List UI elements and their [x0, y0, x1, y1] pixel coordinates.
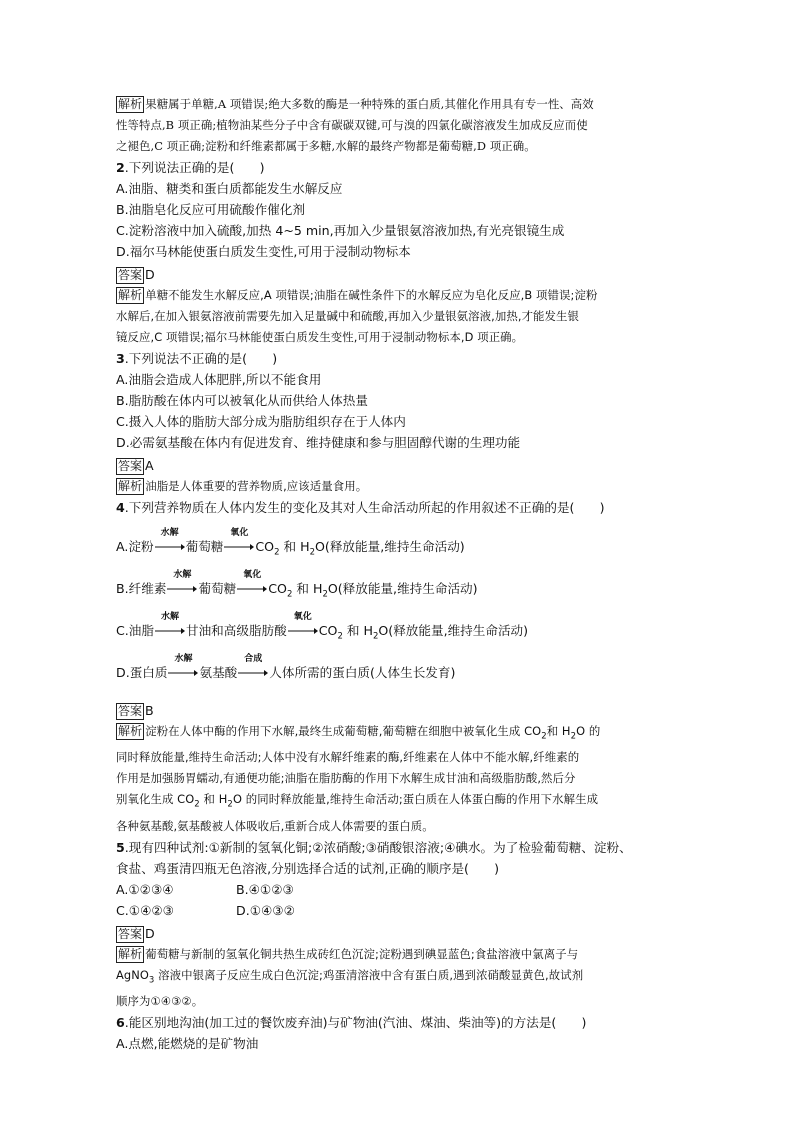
answer-row: [116, 264, 680, 285]
option-text: 和 H: [292, 581, 323, 596]
option-text: 甘油和高级脂肪酸: [185, 623, 287, 638]
analysis-tag: 解析: [118, 724, 143, 738]
option-text: 葡萄糖: [185, 539, 224, 554]
analysis-line: 之褪色,C 项正确;淀粉和纤维素都属于多糖,水解的最终产物都是葡萄糖,D 项正确。: [116, 139, 536, 153]
question-5: [116, 837, 680, 1012]
analysis-text: 别氧化生成 CO: [116, 792, 195, 807]
option-text: 和 H: [342, 623, 373, 638]
question-6: [116, 1012, 680, 1054]
option-c: C.①④②③: [116, 902, 174, 918]
answer-tag: 答案: [118, 459, 143, 473]
answer-value: A: [145, 458, 154, 473]
answer-tag: 答案: [118, 704, 143, 718]
option-b: B.④①②③: [236, 881, 294, 897]
subscript: 2: [570, 731, 577, 742]
option-text: 和 H: [279, 539, 310, 554]
arrow-label: 氧化: [293, 612, 312, 622]
subscript: 2: [322, 589, 328, 600]
option-a: A.油脂会造成人体肥胖,所以不能食用: [116, 372, 322, 387]
oxidation-arrow: [288, 612, 318, 635]
option-b: B.脂肪酸在体内可以被氧化从而供给人体热量: [116, 393, 368, 408]
hydrolysis-arrow: [167, 570, 197, 593]
oxidation-arrow: [224, 528, 254, 551]
option-a: A.点燃,能燃烧的是矿物油: [116, 1035, 259, 1051]
analysis-text: 和 H: [199, 792, 228, 807]
analysis-tag: 解析: [118, 946, 143, 961]
analysis-line: [116, 789, 680, 815]
option-text: B.纤维素: [116, 581, 167, 596]
question-number: 2: [116, 160, 125, 175]
arrow-icon: [238, 669, 268, 677]
answer-value: D: [145, 267, 155, 282]
option-a: [116, 528, 680, 560]
oxidation-arrow: [237, 570, 267, 593]
option-text: 葡萄糖: [198, 581, 237, 596]
analysis: [116, 944, 680, 1012]
arrow-label: 水解: [160, 528, 179, 538]
option-c: [116, 612, 680, 644]
analysis-text: AgNO: [116, 967, 149, 982]
analysis-line: 镜反应,C 项错误;福尔马林能使蛋白质发生变性,可用于浸制动物标本,D 项正确。: [116, 330, 524, 344]
option-d: D.①④③②: [236, 902, 295, 918]
analysis-text: 淀粉在人体中酶的作用下水解,最终生成葡萄糖,葡萄糖在细胞中被氧化生成 CO: [145, 724, 542, 738]
question-stem: .能区别地沟油(加工过的餐饮废弃油)与矿物油(汽油、煤油、柴油等)的方法是( ): [124, 1014, 587, 1030]
question-number: 6: [116, 1014, 125, 1030]
question-stem: .下列说法不正确的是( ): [124, 351, 278, 366]
subscript: 2: [372, 631, 379, 642]
option-c: C.淀粉溶液中加入硫酸,加热 4~5 min,再加入少量银氨溶液加热,有光亮银镜生成: [116, 223, 565, 238]
analysis-line: [116, 768, 680, 789]
question-number: 4: [116, 500, 125, 515]
option-d: [116, 654, 680, 686]
analysis-line: [116, 944, 680, 965]
arrow-label: 氧化: [230, 528, 249, 538]
analysis: [116, 285, 680, 348]
question-number: 5: [116, 839, 125, 855]
analysis-line: [116, 747, 680, 768]
answer-tag: 答案: [118, 926, 143, 941]
answer-value: D: [145, 925, 155, 941]
analysis-line: 单糖不能发生水解反应,A 项错误;油脂在碱性条件下的水解反应为皂化反应,B 项错误;淀粉: [145, 288, 598, 302]
arrow-icon: [288, 627, 318, 635]
hydrolysis-arrow: [155, 612, 185, 635]
arrow-label: 氧化: [243, 570, 262, 580]
subscript: 2: [541, 731, 547, 742]
option-text: CO: [268, 581, 287, 596]
options-row: [116, 879, 680, 900]
option-text: C.油脂: [116, 623, 154, 638]
analysis-text: 同时释放能量,维持生命活动;人体中没有水解纤维素的酶,纤维素在人体中不能水解,纤维素的: [116, 750, 580, 765]
subscript: 2: [227, 799, 233, 810]
arrow-label: 水解: [173, 570, 192, 580]
hydrolysis-arrow: [155, 528, 185, 551]
question-stem: 食盐、鸡蛋清四瓶无色溶液,分别选择合适的试剂,正确的顺序是( ): [116, 860, 500, 876]
option-text: O(释放能量,维持生命活动): [315, 539, 465, 554]
options-row: [116, 900, 680, 921]
subscript: 2: [274, 547, 280, 558]
analysis-line: [116, 816, 680, 837]
synthesis-arrow: [238, 654, 268, 677]
analysis-line: 油脂是人体重要的营养物质,应该适量食用。: [145, 479, 368, 493]
analysis-text: 溶液中银离子反应生成白色沉淀;鸡蛋清溶液中含有蛋白质,遇到浓硝酸显黄色,故试剂: [154, 967, 584, 982]
analysis-line: [116, 721, 680, 747]
question-2: [116, 157, 680, 348]
option-d: D.福尔马林能使蛋白质发生变性,可用于浸制动物标本: [116, 244, 411, 259]
arrow-icon: [155, 543, 185, 551]
analysis-line: 性等特点,B 项正确;植物油某些分子中含有碳碳双键,可与溴的四氯化碳溶液发生加成反应而使: [116, 118, 588, 132]
option-text: D.蛋白质: [116, 665, 168, 680]
option-text: O(释放能量,维持生命活动): [378, 623, 529, 638]
question-stem: .下列说法正确的是( ): [124, 160, 265, 175]
q1-analysis: [116, 94, 680, 157]
arrow-icon: [224, 543, 254, 551]
question-stem: .下列营养物质在人体内发生的变化及其对人生命活动所起的作用叙述不正确的是( ): [124, 500, 605, 515]
option-text: O(释放能量,维持生命活动): [327, 581, 478, 596]
arrow-icon: [155, 627, 185, 635]
arrow-label: 水解: [160, 612, 179, 622]
subscript: 2: [337, 631, 343, 642]
answer-row: [116, 700, 680, 721]
document-body: [116, 94, 680, 1054]
question-number: 3: [116, 351, 125, 366]
arrow-icon: [168, 669, 198, 677]
answer-tag: 答案: [118, 268, 143, 282]
option-a: A.油脂、糖类和蛋白质都能发生水解反应: [116, 181, 343, 196]
analysis-text: O 的同时释放能量,维持生命活动;蛋白质在人体蛋白酶的作用下水解生成: [232, 792, 599, 807]
analysis-line: 果糖属于单糖,A 项错误;绝大多数的酶是一种特殊的蛋白质,其催化作用具有专一性、高效: [145, 97, 594, 111]
analysis-text: 各种氨基酸,氨基酸被人体吸收后,重新合成人体需要的蛋白质。: [116, 818, 434, 833]
option-d: D.必需氨基酸在体内有促进发育、维持健康和参与胆固醇代谢的生理功能: [116, 435, 521, 450]
subscript: 3: [148, 974, 155, 985]
analysis-text: 作用是加强肠胃蠕动,有通便功能;油脂在脂肪酶的作用下水解生成甘油和高级脂肪酸,然后分: [116, 771, 576, 786]
option-text: 氨基酸: [199, 665, 238, 680]
analysis-tag: 解析: [118, 479, 143, 493]
analysis: [116, 476, 680, 497]
option-c: C.摄入人体的脂肪大部分成为脂肪组织存在于人体内: [116, 414, 406, 429]
answer-row: [116, 455, 680, 476]
analysis-text: 和 H: [546, 724, 571, 738]
analysis-text: 葡萄糖与新制的氢氧化铜共热生成砖红色沉淀;淀粉遇到碘显蓝色;食盐溶液中氯离子与: [145, 946, 579, 961]
question-4: [116, 497, 680, 837]
hydrolysis-arrow: [168, 654, 198, 677]
option-b: B.油脂皂化反应可用硫酸作催化剂: [116, 202, 305, 217]
arrow-label: 合成: [244, 654, 263, 664]
analysis: [116, 721, 680, 837]
analysis-text: O 的: [576, 724, 601, 738]
analysis-line: 水解后,在加入银氨溶液前需要先加入足量碱中和硫酸,再加入少量银氨溶液,加热,才能发生银: [116, 309, 580, 323]
answer-row: [116, 923, 680, 944]
analysis-tag: 解析: [118, 97, 143, 111]
subscript: 2: [309, 547, 316, 558]
analysis-tag: 解析: [118, 288, 143, 302]
answer-value: B: [145, 703, 154, 718]
option-text: CO: [255, 539, 275, 554]
option-text: 人体所需的蛋白质(人体生长发育): [269, 665, 456, 680]
arrow-icon: [237, 585, 267, 593]
option-a: A.①②③④: [116, 881, 174, 897]
arrow-icon: [167, 585, 197, 593]
arrow-label: 水解: [174, 654, 193, 664]
option-text: A.淀粉: [116, 539, 154, 554]
option-text: CO: [318, 623, 338, 638]
question-stem: .现有四种试剂:①新制的氢氧化铜;②浓硝酸;③硝酸银溶液;④碘水。为了检验葡萄糖、淀粉、: [124, 839, 632, 855]
analysis-line: [116, 991, 680, 1012]
analysis-text: 顺序为①④③②。: [116, 993, 204, 1008]
subscript: 2: [286, 589, 293, 600]
subscript: 2: [194, 799, 200, 810]
analysis-line: [116, 965, 680, 991]
question-3: [116, 348, 680, 497]
option-b: [116, 570, 680, 602]
